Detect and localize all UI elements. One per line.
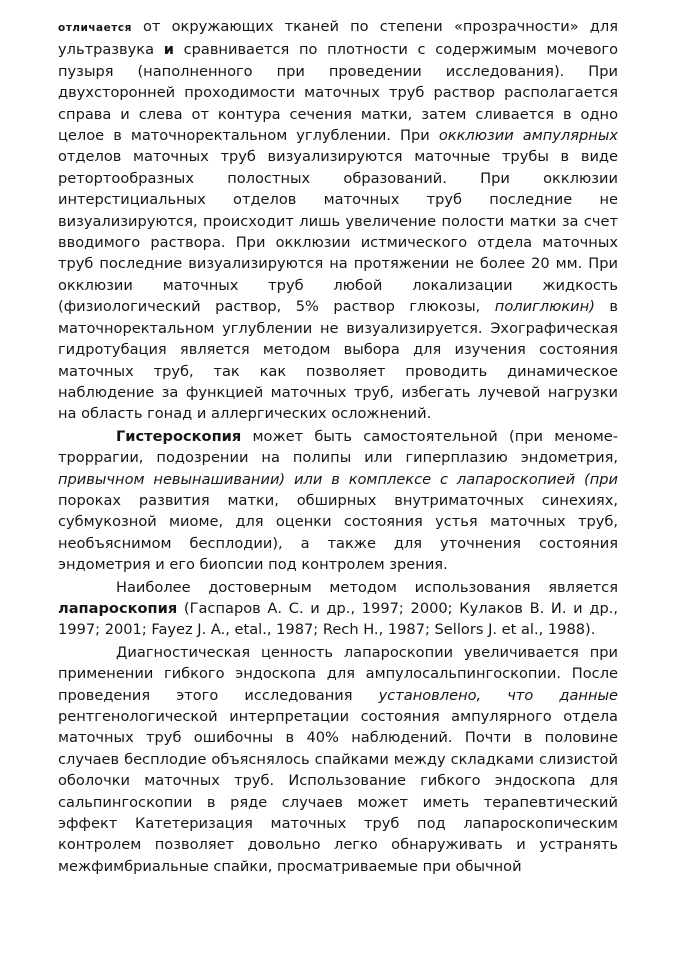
- text-run: от окружающих тканей по степени «прозрачности» для ультразвука: [58, 18, 618, 59]
- italic-text-run: полиглюкин): [494, 298, 595, 316]
- document-page: [58, 16, 618, 877]
- paragraph-hysteroscopy: [58, 426, 618, 576]
- italic-text-run: окклюзии ампулярных: [438, 127, 618, 145]
- italic-text-run: установлено, что данные: [378, 686, 618, 704]
- term-laparoscopy: лапароскопия: [58, 599, 178, 617]
- text-run: может быть самостоятельной (при менометроррагии, подозрении на полипы или гиперплазию эндометрия,: [58, 427, 618, 467]
- text-run: в маточноректальном углублении не визуализируется. Эхографическая гидротубация является методом выбора для изучения состояния маточных труб, так как позволяет проводить динамическое наблюдение за функцией маточных труб, избегать лучевой нагрузки на область гонад и аллергических осложнений.: [58, 298, 618, 423]
- paragraph-ultrasound: [58, 16, 618, 425]
- text-run: и: [163, 41, 174, 59]
- text-run: отличается: [58, 22, 132, 34]
- text-run: отделов маточных труб визуализируются маточные трубы в виде ретортообразных полостных образований. При окклюзии интерстициальных отделов маточных труб последние не визуализируются, происходит лишь увеличение полости матки за счет вводимого раствора. При окклюзии истмического отдела маточных труб последние визуализируются на протяжении не более 20 мм. При окклюзии маточных труб любой локализации жидкость (физиологический раствор, 5% раствор глюкозы,: [58, 148, 618, 316]
- text-run: пороках развития матки, обширных внутриматочных синехиях, субмукозной миоме, для оценки состояния устья маточных труб, необъяснимом бесплодии), а также для уточнения состояния эндометрия и его биопсии под контролем зрения.: [58, 491, 618, 574]
- paragraph-laparoscopy: [58, 577, 618, 641]
- paragraph-diagnostic-value: [58, 642, 618, 877]
- text-run: (Гаспаров А. С. и др., 1997; 2000; Кулаков В. И. и др., 1997; 2001; Fayez J. A., etal., 1987; Rech H., 1987; Sellors J. et al., 1988).: [58, 599, 618, 639]
- term-hysteroscopy: Гистероскопия: [116, 427, 242, 445]
- text-run: сравнивается по плотности с содержимым мочевого пузыря (наполненного при проведении исследования). При двухсторонней проходимости маточных труб раствор располагается справа и слева от контура сечения матки, затем сливается в одно целое в маточноректальном углублении. При: [58, 41, 618, 145]
- text-run: Диагностическая ценность лапароскопии увеличивается при применении гибкого эндоскопа для ампулосальпингоскопии. После проведения этого исследования: [58, 643, 618, 704]
- text-run: рентгенологической интерпретации состояния ампулярного отдела маточных труб ошибочны в 40% наблюдений. Почти в половине случаев бесплодие объяснялось спайками между складками слизистой оболочки маточных труб. Использование гибкого эндоскопа для сальпингоскопии в ряде случаев может иметь терапевтический эффект Катетеризация маточных труб под лапароскопическим контролем позволяет довольно легко обнаруживать и устранять межфимбриальные спайки, просматриваемые при обычной: [58, 708, 618, 875]
- italic-text-run: привычном невынашивании) или в комплексе с лапароскопией (при: [58, 470, 618, 488]
- text-run: Наиболее достоверным методом использования является: [116, 578, 618, 596]
